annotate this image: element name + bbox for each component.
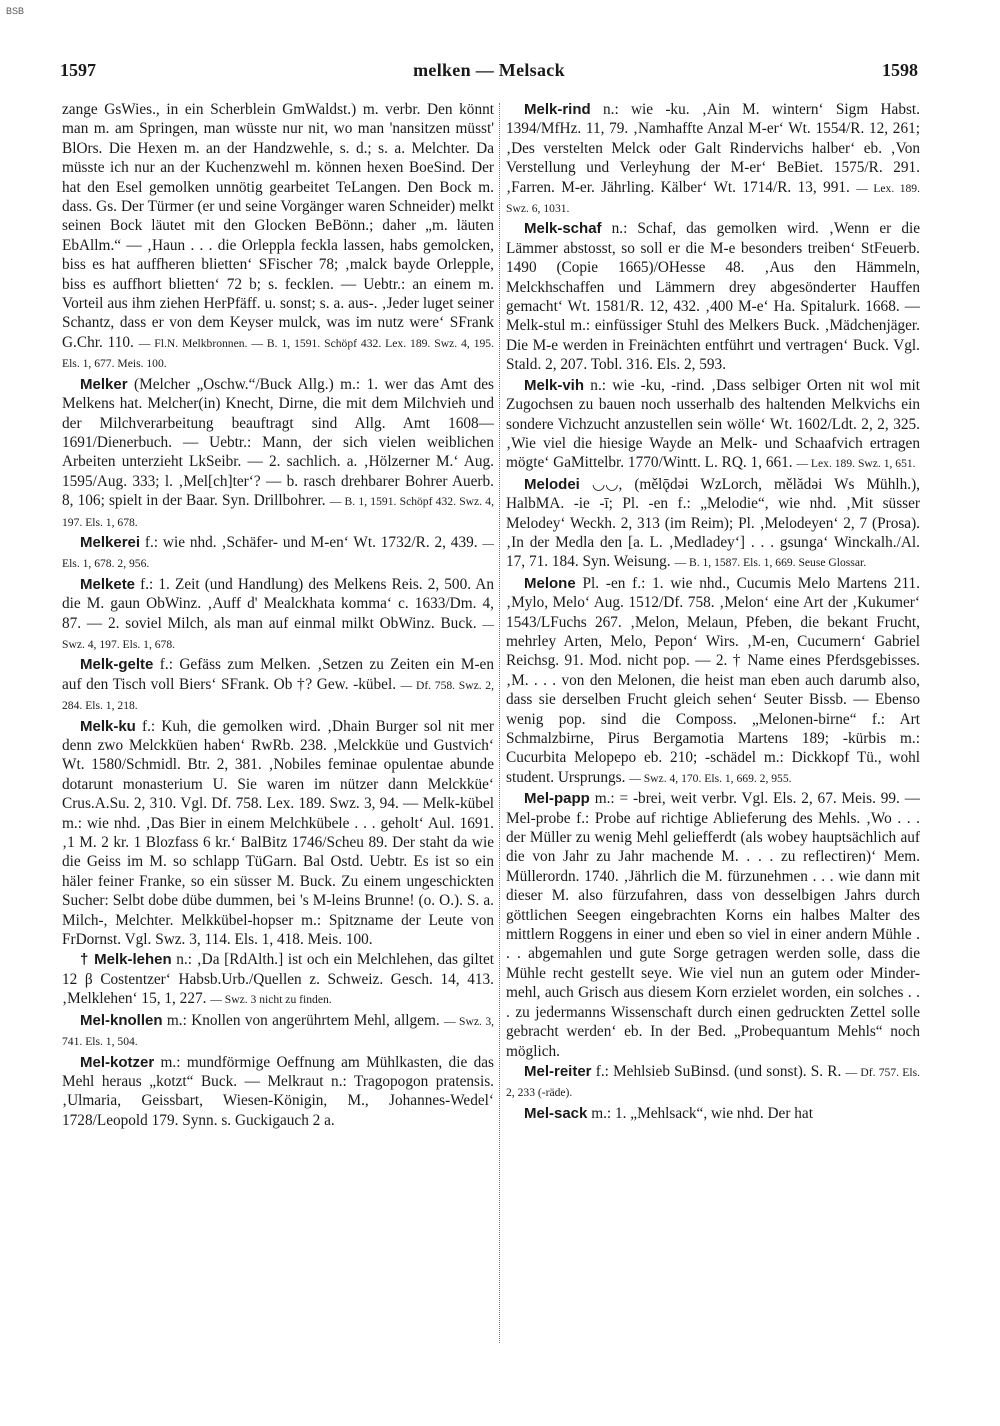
entry-body: n.: wie -ku. ‚Ain M. wintern‘ Sigm Habst. 1394/MfHz. 11, 79. ‚Namhaffte Anzal M-er‘ Wt. 1554/R. 12, 261; ‚Des verstelten Melck oder Galt Rindervichs halber‘ eb. ‚Von Verstellung und Verleyhung der M-er‘ BeBiet. 1575/R. 291. ‚Farren. M-er. Jährling. Kälber‘ Wt. 1714/R. 13, 991. xyxy=(506,101,920,196)
left-column xyxy=(62,100,494,1400)
headword: Melk-schaf xyxy=(524,220,602,238)
entry-body: n.: ‚Da [RdAlth.] ist och ein Melchlehen, das giltet 12 β Costentzer‘ Habsb.Urb./Quellen z. Schweiz. Gesch. 14, 413. ‚Melklehen‘ 15, 1, 227. xyxy=(62,951,494,1008)
entry-body: f.: 1. Zeit (und Handlung) des Melkens Reis. 2, 500. An die M. gaun ObWinz. ‚Auff d' Mealckhata komma‘ c. 1633/Dm. 4, 87. — 2. soviel Milch, als man auf einmal milkt ObWinz. Buck. xyxy=(62,575,494,632)
entry-references: — Swz. 3, 741. Els. 1, 504. xyxy=(62,1014,494,1049)
dictionary-entry xyxy=(62,655,494,715)
running-title: melken — Melsack xyxy=(413,60,565,80)
entry-references: — Swz. 4, 197. Els. 1, 678. xyxy=(62,617,494,651)
dictionary-entry xyxy=(506,1104,920,1123)
dictionary-entry xyxy=(62,950,494,1009)
dictionary-entry xyxy=(62,533,494,574)
dictionary-entry xyxy=(506,1062,920,1103)
dictionary-entry xyxy=(506,100,920,218)
headword: Mel-papp xyxy=(524,790,590,808)
entry-body: (Melcher „Oschw.“/Buck Allg.) m.: 1. wer das Amt des Melkens hat. Melcher(in) Knecht, Dirne, die mit dem Milchvieh und der Milchverarbeitung beauftragt sind Allg. Amt 1608—1691/Dienerbuch. — Uebtr.: Mann, der sich vielen weiblichen Arbeiten unterzieht LkSeibr. — 2. sachlich. a. ‚Hölzerner M.‘ Aug. 1595/Aug. 333; l. ‚Mel[ch]ter‘? — b. rasch drehbarer Bohrer Auerb. 8, 106; spielt in der Baar. Syn. Drillbohrer. xyxy=(62,375,494,510)
dictionary-entry xyxy=(506,219,920,374)
entry-continuation xyxy=(62,100,494,374)
entry-references: — Df. 758. Swz. 2, 284. Els. 1, 218. xyxy=(62,678,494,713)
headword: Melkerei xyxy=(80,533,141,551)
entry-body: Pl. -en f.: 1. wie nhd., Cucumis Melo Martens 211. ‚Mylo, Melo‘ Aug. 1512/Df. 758. ‚Melon‘ eine Art der ‚Kukumer‘ 1543/LFuchs 267. ‚Melon, Melaun, Pfeben, die bekant Frucht, mehrley Arten, Melo, Pepon‘ Wirs. ‚M-en, Cucumern‘ Gabriel Reichsg. 91. Mod. nicht pop. — 2. † Name eines Pferdsgebisses. ‚M. . . . von den Melonen, die heist man eben auch darumb also, dass sie derselben Frucht gleich sehen‘ Seuter Bissb. — Ebenso wenig pop. sind die Composs. „Melonen-birne“ f.: Art Schmalzbirne, Pirus Bergamotia Martens 189; -kürbis m.: Cucurbita Melopepo eb. 210; -schädel m.: Dickkopf Tü., wohl student. Ursprungs. xyxy=(506,574,920,786)
entry-body: m.: mundförmige Oeffnung am Mühlkasten, die das Mehl heraus „kotzt“ Buck. — Melkraut n.: Tragopogon pratensis. ‚Ulmaria, Geissbart, Wiesen-Königin, M., Johannes-Wedel‘ 1728/Leopold 179. Synn. s. Guckigauch 2 a. xyxy=(62,1053,494,1129)
entry-body: f.: wie nhd. ‚Schäfer- und M-en‘ Wt. 1732/R. 2, 439. xyxy=(144,533,478,551)
dictionary-entry xyxy=(506,574,920,788)
column-divider xyxy=(499,103,500,1343)
entry-references: — Els. 1, 678. 2, 956. xyxy=(62,536,494,571)
headword: Melk-vih xyxy=(524,376,585,394)
headword: Melk-gelte xyxy=(80,656,154,674)
headword: Mel-knollen xyxy=(80,1011,163,1029)
dictionary-entry xyxy=(506,475,920,573)
dictionary-entry xyxy=(62,1053,494,1131)
dictionary-entry xyxy=(62,575,494,655)
entry-body: m.: = -brei, weit verbr. Vgl. Els. 2, 67. Meis. 99. — Mel-probe f.: Probe auf richtige Ablieferung des Mehls. ‚Wo . . . der Müller zu wenig Mehl geliefferdt (als wobey hauptsächlich auf die von Jahr zu Jahr machende M. . . . zu reflectiren)‘ Mem. Müllerordn. 1740. ‚Jährlich die M. fürzunehmen . . . wie dann mit dieser M. also fürzufahren, dass von desselbigen Jahrs durch göttlichen Seegen eingebrachten Korns ein halbes Malter des mittlern Roggens in einer und eben so viel in einer andern Mühle . . . abgemahlen und gute Sorge getragen werden solle, dass die Mühle recht gestellt seye. Wie viel nun an gutem oder Minder-mehl, auch Grisch aus diesem Korn erzielet worden, ein solches . . . zu jedermanns Wissenschaft durch einen gedruckten Zettel solle gebracht werden‘ eb. In der Bed. „Probequantum Mehls“ noch möglich. xyxy=(506,790,920,1060)
headword: Mel-kotzer xyxy=(80,1053,155,1071)
page-number-left: 1597 xyxy=(60,60,96,80)
page-header xyxy=(60,60,918,84)
headword: Mel-reiter xyxy=(524,1062,592,1080)
right-column xyxy=(506,100,920,1400)
page-number-right: 1598 xyxy=(882,60,918,80)
entry-body: f.: Mehlsieb SuBinsd. (und sonst). S. R. xyxy=(595,1062,842,1080)
entry-references: — Df. 757. Els. 2, 233 (-räde). xyxy=(506,1065,920,1100)
entry-references: — Fl.N. Melkbronnen. — B. 1, 1591. Schöpf 432. Lex. 189. Swz. 4, 195. Els. 1, 677. Meis. 100. xyxy=(62,336,494,371)
headword: † Melk-lehen xyxy=(80,951,172,969)
dictionary-entry xyxy=(506,789,920,1061)
dictionary-entry xyxy=(62,717,494,950)
headword: Melkete xyxy=(80,575,136,593)
entry-body: zange GsWies., in ein Scherblein GmWaldst.) m. verbr. Den könnt man m. am Springen, man wüsste nur nit, wo man 'nansitzen müsst' BlOrs. Die Hexen m. an der Handzwehle, s. d.; s. a. Melchter. Da müsste ich nur an der Kuchenzwehl m. können hexen BoeSind. Der hat den Esel gemolken unnötig gearbeitet TeLangen. Den Bock m. dass. Gs. Der Türmer (er und seine Vorgänger waren Schneider) melkt seinen Bock läutet mit den Glocken BeBönn.; daher „m. läuten EbAllm.“ — ‚Haun . . . die Orleppla feckla lassen, habs gemolcken, biss es hat auffheren blietten‘ SFischer 78; ‚malck bayde Orlepple, biss es auffhort blietten‘ 72 b; s. fecklen. — Uebtr.: an einem m. Vorteil aus ihm ziehen HerPfäff. u. sonst; s. a. aus-. ‚Jeder luget seiner Schantz, dass er von dem Keyser mulck, was im nutz were‘ SFrank G.Chr. 110. xyxy=(62,101,494,351)
entry-body: n.: wie -ku, -rind. ‚Dass selbiger Orten nit wol mit Zugochsen zu bauen noch usserhalb des haltenden Melkvichs ein sondere Vichzucht anzustellen sein wölle‘ Wt. 1602/Ldt. 2, 2, 325. ‚Wie viel die hiesige Wayde an Melk- und Schaafvich ertragen mögte‘ GaMittelbr. 1770/Wintt. L. RQ. 1, 661. xyxy=(506,376,920,472)
headword: Melker xyxy=(80,375,128,393)
headword: Mel-sack xyxy=(524,1104,588,1122)
library-stamp: BSB xyxy=(6,6,25,16)
dictionary-entry xyxy=(506,376,920,474)
headword: Melk-rind xyxy=(524,101,591,118)
headword: Melodei xyxy=(524,475,580,493)
entry-references: — Lex. 189. Swz. 6, 1031. xyxy=(506,181,920,216)
entry-body: m.: 1. „Mehlsack“, wie nhd. Der hat xyxy=(591,1104,813,1122)
entry-body: m.: Knollen von angerührtem Mehl, allgem. xyxy=(166,1011,440,1029)
entry-references: — B. 1, 1591. Schöpf 432. Swz. 4, 197. Els. 1, 678. xyxy=(62,495,494,529)
headword: Melk-ku xyxy=(80,717,136,735)
entry-body: n.: Schaf, das gemolken wird. ‚Wenn er die Lämmer abstosst, so soll er die M-e besonders treiben‘ StFeuerb. 1490 (Copie 1665)/OHesse 48. ‚Aus den Hämmeln, Melckhschaffen und Lämmern drey abgesönderter Hauffen gemacht‘ Wt. 1581/R. 12, 432. ‚400 M-e‘ Ha. Spitalurk. 1668. — Melk-stul m.: einfüssiger Stuhl des Melkers Buck. ‚Mädchenjäger. Die M-e werden in Freinächten entführt und vertragen‘ Buck. Vgl. Stald. 2, 207. Tobl. 316. Els. 2, 593. xyxy=(506,220,920,374)
dictionary-entry xyxy=(62,375,494,532)
entry-body: f.: Gefäss zum Melken. ‚Setzen zu Zeiten ein M-en auf den Tisch voll Biers‘ SFrank. Ob †? Gew. -kübel. xyxy=(62,656,494,693)
entry-body: f.: Kuh, die gemolken wird. ‚Dhain Burger sol nit mer denn zwo Melckküen haben‘ RwRb. 238. ‚Melckküe und Gustvich‘ Wt. 1580/Schmidl. Btr. 2, 381. ‚Nobiles feminae opulentae abunde dotarunt monasterium U. Sie waren im nützer dann Melckküe‘ Crus.A.Su. 2, 310. Vgl. Df. 758. Lex. 189. Swz. 3, 94. — Melk-kübel m.: wie nhd. ‚Das Bier in einem Melchkübele . . . geholt‘ Aul. 1691. ‚1 M. 2 kr. 1 Blozfass 6 kr.‘ BalBitz 1746/Scheu 89. Der staht da wie die Geiss im M. so schlapp TüGarn. Bal Ostd. Uebtr. Es ist so ein häler feiner Franke, so ein süsser M. Buck. Zu einem ungeschickten Sucher: Selbt dobe dübe dummen, bei 's M-leins Brunne! (o. O.). S. a. Milch-, Melchter. Melkkübel-hopser m.: Spitzname der Leute von FrDornst. Vgl. Swz. 3, 114. Els. 1, 418. Meis. 100. xyxy=(62,717,494,949)
dictionary-entry xyxy=(62,1011,494,1052)
entry-references: — Swz. 3 nicht zu finden. xyxy=(210,993,332,1007)
headword: Melone xyxy=(524,574,576,592)
entry-references: — B. 1, 1587. Els. 1, 669. Seuse Glossar. xyxy=(674,556,867,570)
entry-references: — Swz. 4, 170. Els. 1, 669. 2, 955. xyxy=(629,771,792,785)
entry-references: — Lex. 189. Swz. 1, 651. xyxy=(796,457,916,471)
entry-body: ◡◡, (mělǭdəi WzLorch, mělădəi Ws Mühlh.), HalbMA. -ie -ī; Pl. -en f.: „Melodie“, wie nhd. ‚Mit süsser Melodey‘ Weckh. 2, 313 (im Reim); Pl. ‚Melodeyen‘ 2, 7 (Prosa). ‚In der Medla den [a. L. ‚Medladey‘] . . . gsunga‘ Winckalh./Al. 17, 71. 184. Syn. Weisung. xyxy=(506,475,920,571)
